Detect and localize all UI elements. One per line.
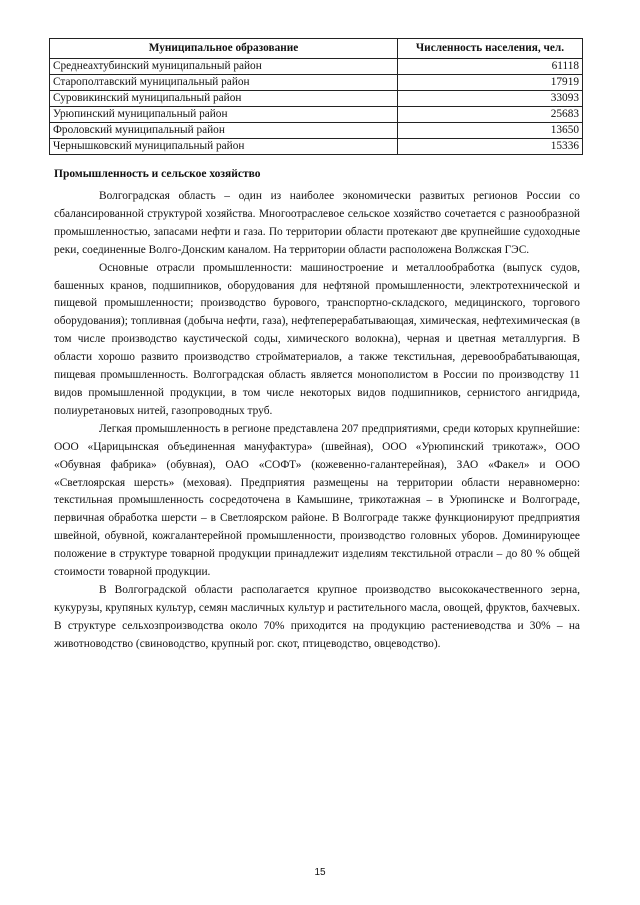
municipality-cell: Чернышковский муниципальный район: [50, 139, 398, 155]
municipality-cell: Фроловский муниципальный район: [50, 123, 398, 139]
paragraph-overview: Волгоградская область – один из наиболее экономически развитых регионов России со сбалансированной структурой хозяйства. Многоотраслевое сельское хозяйство сочетается с разнообразной промышленностью, запасами нефти и газа. По территории области протекают две крупнейшие судоходные реки, соединенные Волго-Донским каналом. На территории области расположена Волжская ГЭС.: [54, 190, 580, 256]
table-row: [50, 139, 583, 155]
table-row: [50, 91, 583, 107]
population-cell: 13650: [398, 123, 583, 139]
table-row: [50, 75, 583, 91]
body-text: [54, 188, 580, 654]
population-table: [49, 38, 583, 155]
column-header-municipality: Муниципальное образование: [50, 39, 398, 59]
municipality-cell: Среднеахтубинский муниципальный район: [50, 59, 398, 75]
population-cell: 15336: [398, 139, 583, 155]
population-cell: 25683: [398, 107, 583, 123]
table-row: [50, 123, 583, 139]
page-number: 15: [314, 867, 326, 878]
paragraph-agriculture: В Волгоградской области располагается крупное производство высококачественного зерна, кукурузы, крупяных культур, семян масличных культур и растительного масла, овощей, фруктов, бахчевых. В структуре сельхозпроизводства около 70% приходится на продукцию растениеводства и 30% – на животноводство (свиноводство, крупный рог. скот, птицеводство, овцеводство).: [54, 583, 580, 650]
municipality-cell: Урюпинский муниципальный район: [50, 107, 398, 123]
population-cell: 17919: [398, 75, 583, 91]
paragraph-industry: Основные отрасли промышленности: машиностроение и металлообработка (выпуск судов, башенных кранов, подшипников, оборудования для нефтяной промышленности, электротехнической и пищевой промышленности; производство бурового, транспортно-складского, медицинского, торгового оборудования); топливная (добыча нефти, газа), нефтеперерабатывающая, химическая, нефтехимическая (в том числе производство каустической соды, химического волокна), черная и цветная металлургия. В области хорошо развито производство стройматериалов, а также текстильная, деревообрабатывающая, пищевая промышленность. Волгоградская область является монополистом в России по производству 11 видов промышленной продукции, в том числе некоторых видов подшипников, сернистого ангидрида, полиуретановых нитей, газопроводных труб.: [54, 261, 580, 417]
municipality-cell: Старополтавский муниципальный район: [50, 75, 398, 91]
table-row: [50, 59, 583, 75]
population-cell: 33093: [398, 91, 583, 107]
population-cell: 61118: [398, 59, 583, 75]
table-row: [50, 107, 583, 123]
column-header-population: Численность населения, чел.: [398, 39, 583, 59]
section-title: Промышленность и сельское хозяйство: [54, 168, 261, 180]
table-header-row: [50, 39, 583, 59]
paragraph-light-industry: Легкая промышленность в регионе представлена 207 предприятиями, среди которых крупнейшие: ООО «Царицынская объединенная мануфактура» (швейная), ООО «Урюпинский трикотаж», ООО «Обувная фабрика» (обувная), ОАО «СОФТ» (кожевенно-галантерейная), ЗАО «Факел» и ООО «Светлоярская шерсть» (меховая). Предприятия размещены на территории области неравномерно: текстильная промышленность сосредоточена в Камышине, трикотажная – в Урюпинске и Волгограде, первичная обработка шерсти – в Светлоярском районе. В Волгограде также функционируют предприятия швейной, обувной, кожгалантерейной промышленности, производство головных уборов. Доминирующее положение в структуре товарной продукции принадлежит изделиям текстильной отрасли – до 80 % общей стоимости товарной продукции.: [54, 422, 580, 579]
municipality-cell: Суровикинский муниципальный район: [50, 91, 398, 107]
